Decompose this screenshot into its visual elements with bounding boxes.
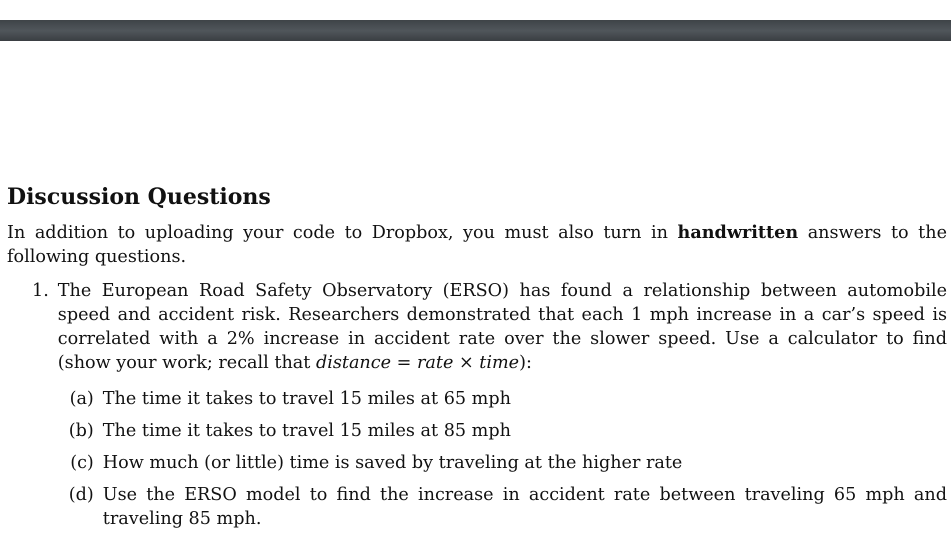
subpart-list xyxy=(58,387,947,531)
intro-bold-word: handwritten xyxy=(677,222,799,243)
viewer-toolbar xyxy=(0,20,951,41)
question-number: 1. xyxy=(32,281,49,301)
question-body xyxy=(58,279,947,535)
subpart-text: The time it takes to travel 15 miles at 65 mph xyxy=(102,389,511,409)
subpart-label: (b) xyxy=(68,421,94,441)
formula-times: × xyxy=(453,353,480,373)
subpart-text: Use the ERSO model to find the increase in accident rate between traveling 65 mph and traveling 85 mph. xyxy=(102,485,947,529)
formula-equals: = xyxy=(391,353,417,373)
subpart-item xyxy=(58,451,947,475)
formula-time: time xyxy=(479,353,520,373)
subpart-label: (a) xyxy=(69,389,94,409)
subpart-label: (d) xyxy=(68,485,94,505)
question-statement: The European Road Safety Observatory (ERSO) has found a relationship between automobile speed and accident risk. Researchers demonstrated that each 1 mph increase in a car’s speed is correlated with a 2% increase in accident rate over the slower speed. Use a calculator to find (show your work; recall that xyxy=(57,281,947,373)
formula-rate: rate xyxy=(416,353,454,373)
intro-paragraph xyxy=(7,221,947,269)
intro-text-end: answers to the following questions. xyxy=(7,223,947,267)
subpart-text: The time it takes to travel 15 miles at 85 mph xyxy=(102,421,511,441)
discussion-section xyxy=(7,182,947,535)
intro-text-start: In addition to uploading your code to Dropbox, you must also turn in xyxy=(7,223,678,243)
question-list xyxy=(7,279,947,535)
subpart-item xyxy=(58,387,947,411)
subpart-item xyxy=(58,419,947,443)
subpart-item xyxy=(58,483,947,531)
section-heading: Discussion Questions xyxy=(7,184,271,210)
subpart-label: (c) xyxy=(70,453,94,473)
question-item xyxy=(7,279,947,535)
formula-distance: distance xyxy=(315,353,392,373)
question-text-end: ): xyxy=(519,353,532,373)
question-text xyxy=(58,279,947,375)
subpart-text: How much (or little) time is saved by traveling at the higher rate xyxy=(102,453,683,473)
